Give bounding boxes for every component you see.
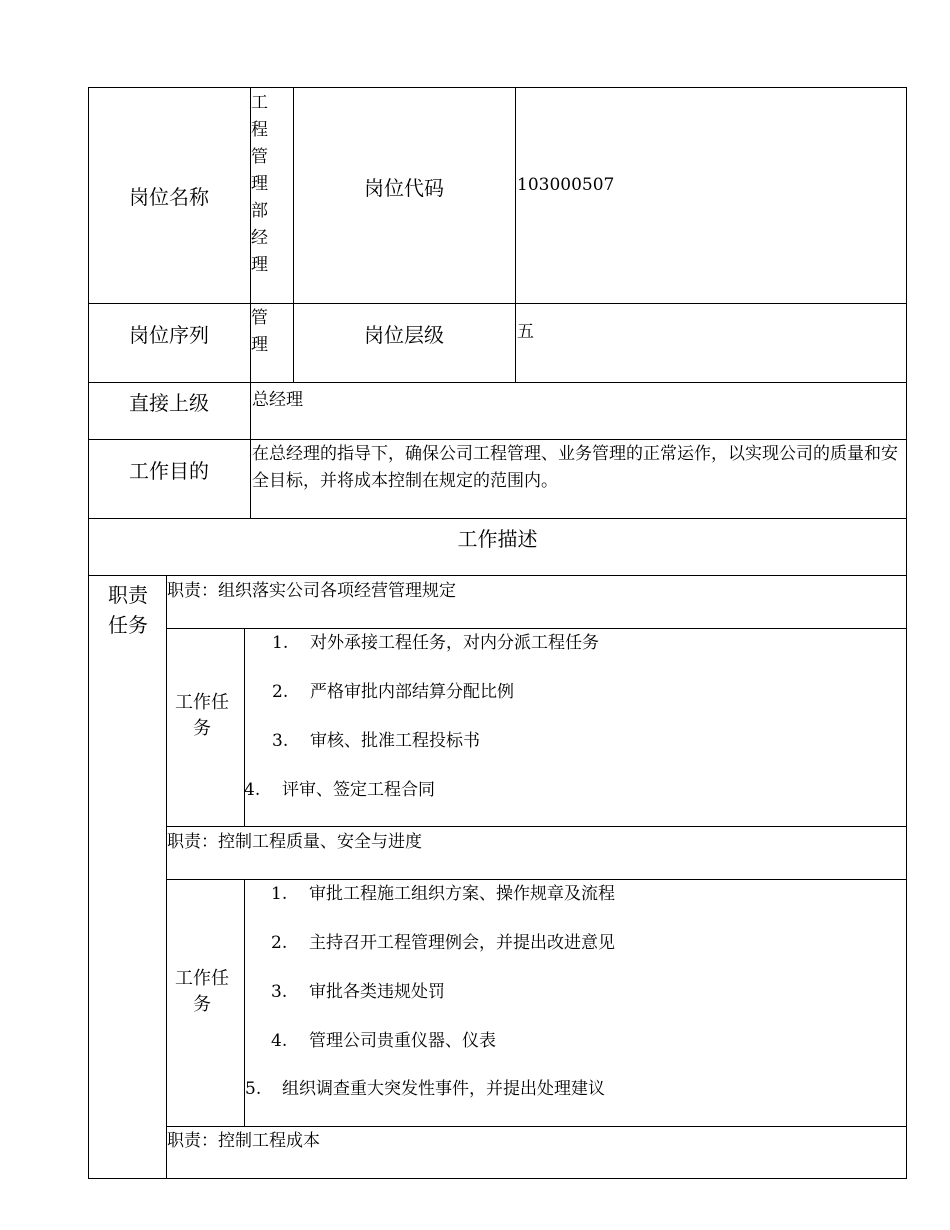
position-name-value: 工程管理部经理 <box>251 93 268 275</box>
task-number: 3. <box>272 731 289 751</box>
task-number: 1. <box>272 633 289 653</box>
task-number: 4. <box>244 780 261 800</box>
task-number: 2. <box>271 933 288 953</box>
sequence-label: 岗位序列 <box>129 322 209 347</box>
col-divider <box>166 575 167 1179</box>
task-item: 主持召开工程管理例会，并提出改进意见 <box>309 933 615 953</box>
description-heading: 工作描述 <box>457 526 538 551</box>
superior-label: 直接上级 <box>129 390 209 415</box>
task-item: 管理公司贵重仪器、仪表 <box>309 1031 496 1051</box>
tasks-label: 工作任务 <box>175 692 229 739</box>
table-border-right <box>906 87 907 1179</box>
sequence-value: 管理 <box>251 308 268 355</box>
purpose-value: 在总经理的指导下，确保公司工程管理、业务管理的正常运作，以实现公司的质量和安全目标，并将成本控制在规定的范围内。 <box>252 444 898 491</box>
col-divider <box>515 87 516 383</box>
task-number: 5. <box>245 1079 262 1099</box>
duty-title: 职责：控制工程质量、安全与进度 <box>167 832 422 852</box>
task-item: 评审、签定工程合同 <box>282 780 435 800</box>
position-name-label: 岗位名称 <box>129 184 209 209</box>
task-item: 严格审批内部结算分配比例 <box>310 682 514 702</box>
duty-title: 职责：组织落实公司各项经营管理规定 <box>167 581 456 601</box>
superior-value: 总经理 <box>252 390 303 410</box>
tasks-label: 工作任务 <box>175 968 229 1015</box>
row-divider <box>88 575 907 576</box>
position-code-label: 岗位代码 <box>364 175 444 200</box>
task-number: 1. <box>271 884 288 904</box>
row-divider <box>166 1126 907 1127</box>
row-divider <box>166 826 907 827</box>
row-divider <box>166 879 907 880</box>
table-border-bottom <box>88 1178 907 1179</box>
purpose-label: 工作目的 <box>129 458 209 483</box>
duty-title: 职责：控制工程成本 <box>167 1131 320 1151</box>
task-item: 审核、批准工程投标书 <box>310 731 480 751</box>
task-number: 2. <box>272 682 289 702</box>
task-item: 审批工程施工组织方案、操作规章及流程 <box>309 884 615 904</box>
position-code-value: 103000507 <box>517 175 615 195</box>
row-divider <box>166 628 907 629</box>
level-value: 五 <box>517 322 534 342</box>
duties-label: 职责任务 <box>108 583 148 637</box>
task-number: 4. <box>271 1031 288 1051</box>
task-item: 组织调查重大突发性事件，并提出处理建议 <box>282 1079 605 1099</box>
level-label: 岗位层级 <box>364 322 444 347</box>
task-item: 审批各类违规处罚 <box>309 982 445 1002</box>
task-number: 3. <box>271 982 288 1002</box>
task-item: 对外承接工程任务，对内分派工程任务 <box>310 633 599 653</box>
